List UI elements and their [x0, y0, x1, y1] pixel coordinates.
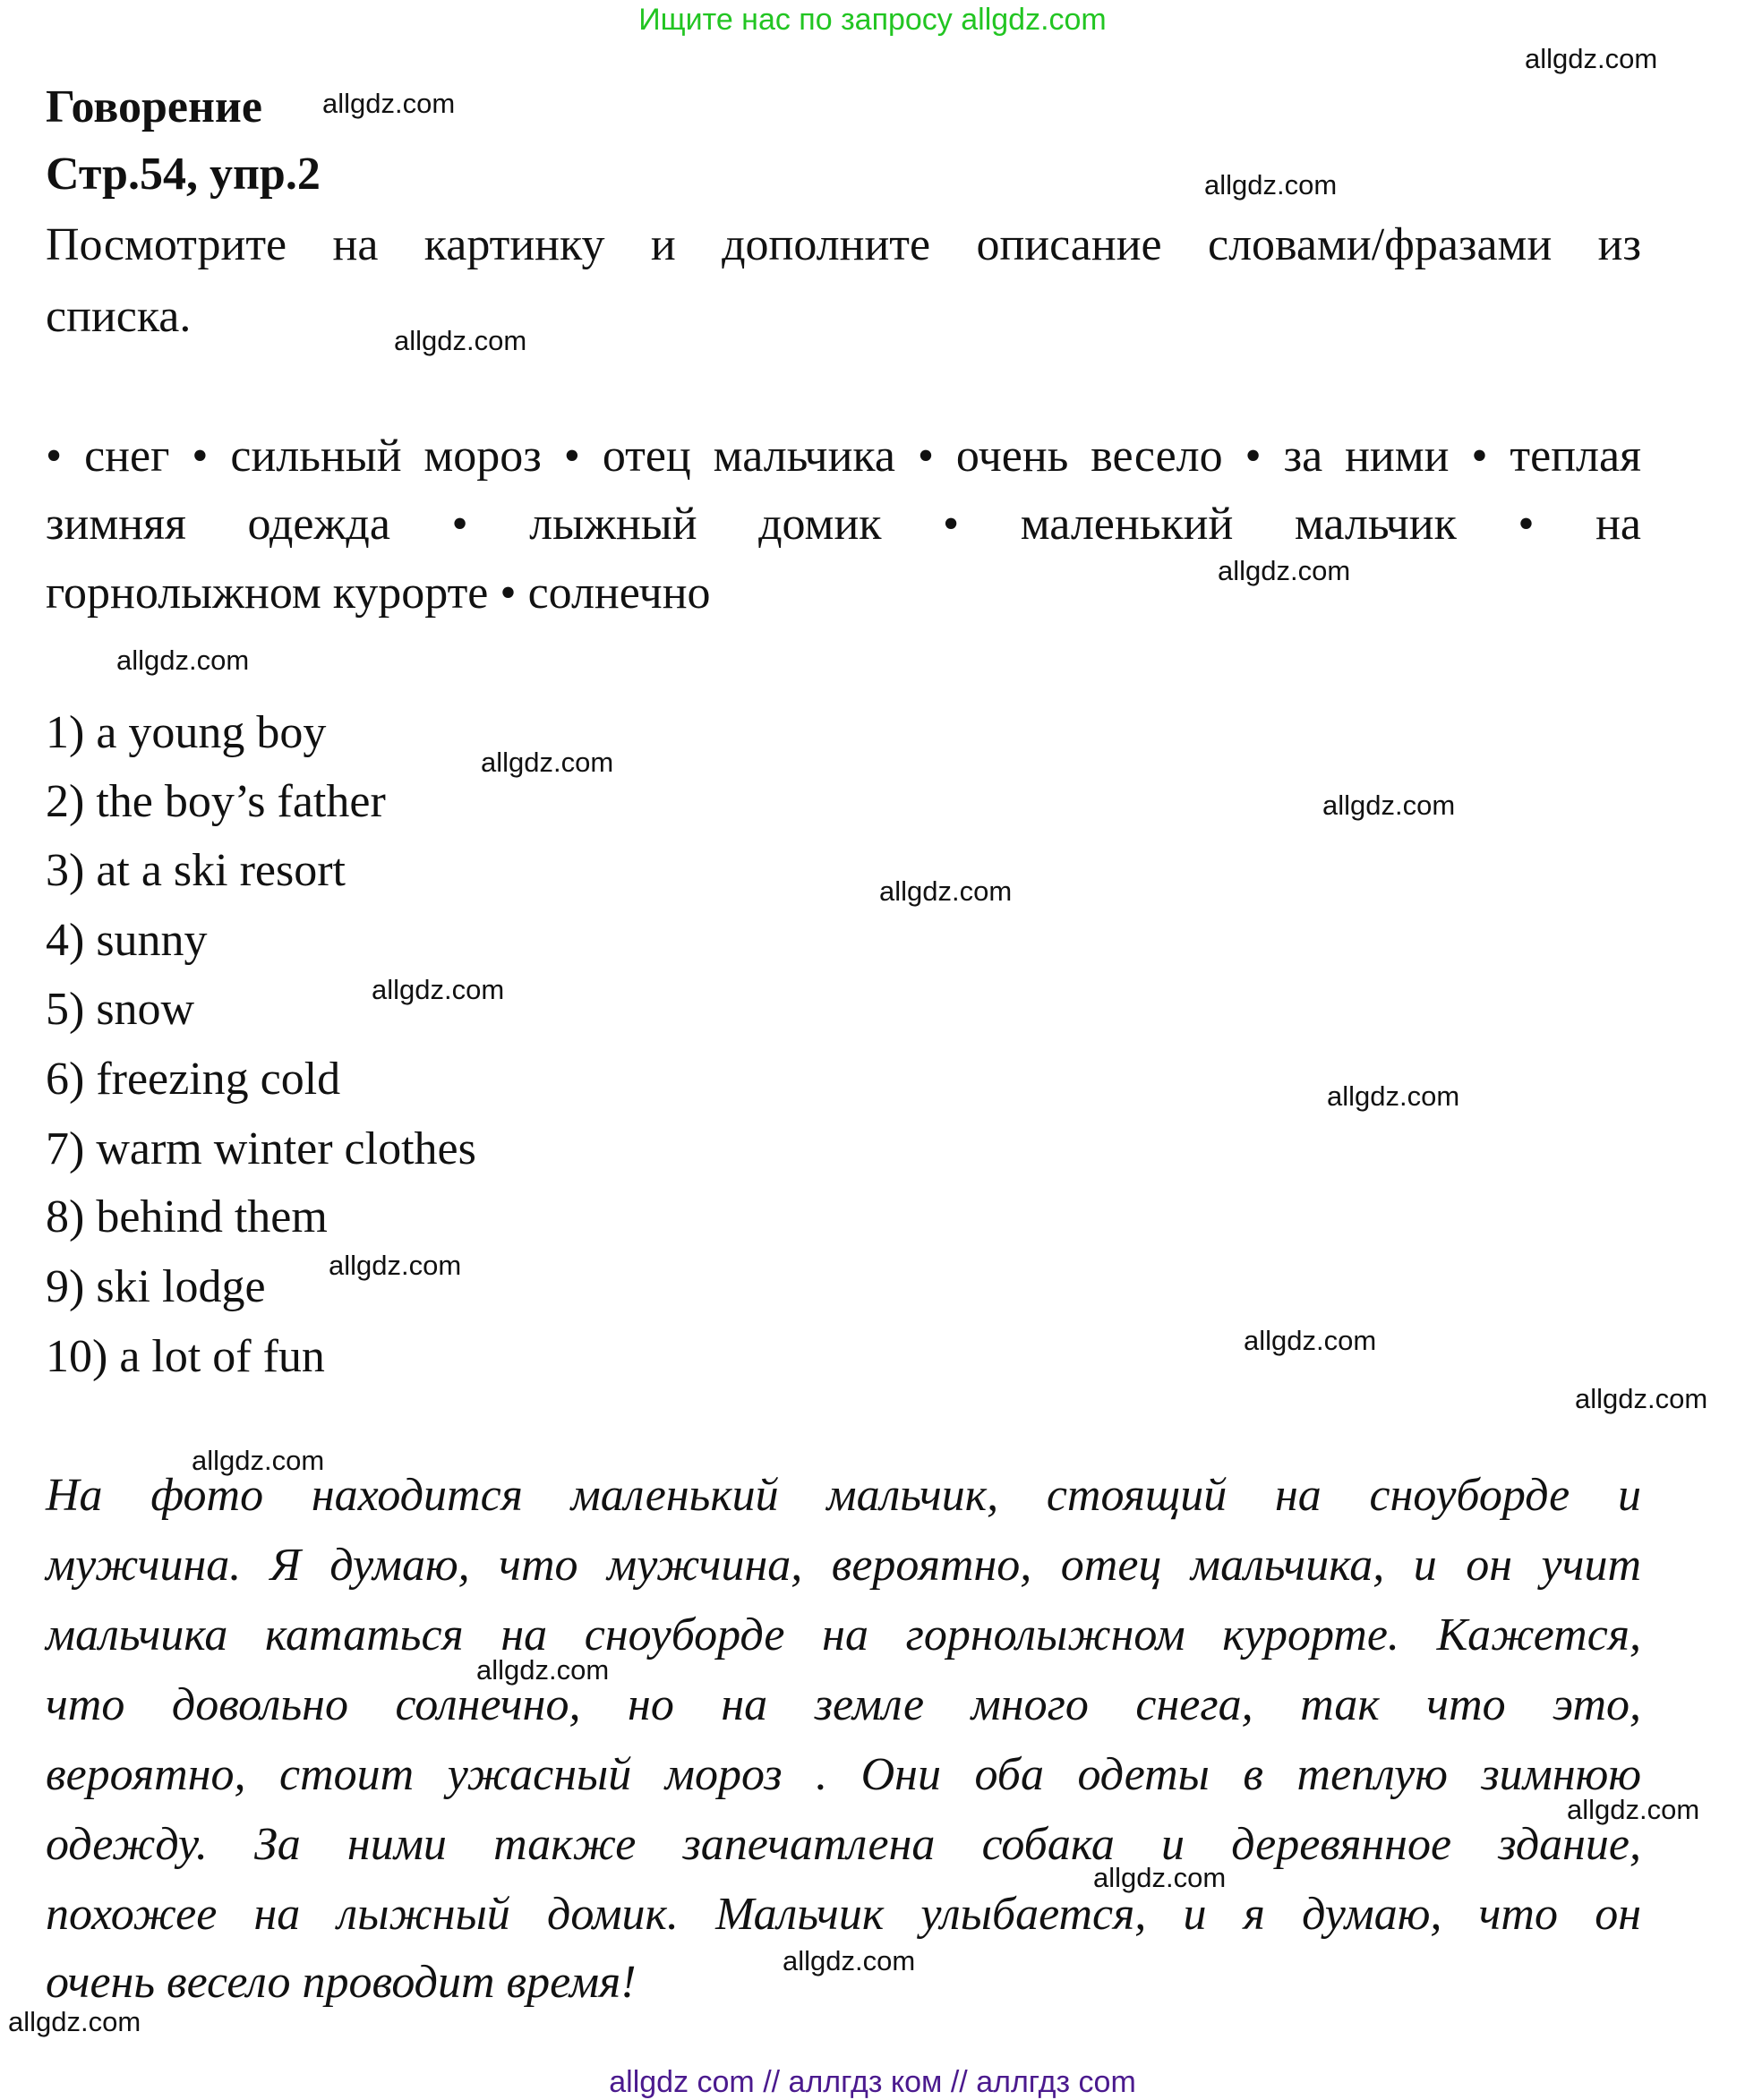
answer-item: 5) snow: [46, 984, 195, 1035]
watermark: allgdz.com: [329, 1250, 462, 1281]
watermark: allgdz.com: [1327, 1080, 1460, 1112]
paragraph-line: На фото находится маленький мальчик, стоящий на сноуборде и: [46, 1470, 1641, 1521]
watermark: allgdz.com: [322, 88, 456, 119]
watermark: allgdz.com: [481, 747, 614, 778]
instruction-line: Посмотрите на картинку и дополните описание словами/фразами из: [46, 219, 1641, 270]
paragraph-line: что довольно солнечно, но на земле много снега, так что это,: [46, 1679, 1641, 1730]
instruction-line: списка.: [46, 291, 192, 342]
watermark: allgdz.com: [1322, 790, 1456, 821]
paragraph-line: мальчика кататься на сноуборде на горнолыжном курорте. Кажется,: [46, 1609, 1641, 1660]
answer-item: 2) the boy’s father: [46, 776, 386, 827]
watermark: allgdz.com: [1204, 169, 1338, 201]
answer-item: 3) at a ski resort: [46, 845, 346, 896]
answer-item: 10) a lot of fun: [46, 1331, 325, 1382]
watermark: allgdz.com: [116, 645, 250, 676]
paragraph-line: похожее на лыжный домик. Мальчик улыбается, и я думаю, что он: [46, 1889, 1641, 1940]
paragraph-line: очень весело проводит время!: [46, 1957, 637, 2008]
section-heading: Говорение: [46, 81, 262, 132]
watermark: allgdz.com: [1575, 1383, 1708, 1414]
watermark: allgdz.com: [372, 974, 505, 1005]
watermark: allgdz.com: [192, 1445, 325, 1476]
watermark: allgdz.com: [879, 875, 1013, 907]
watermark: allgdz.com: [1525, 43, 1658, 74]
top-banner: Ищите нас по запросу allgdz.com: [638, 3, 1107, 37]
paragraph-line: вероятно, стоит ужасный мороз . Они оба одеты в теплую зимнюю: [46, 1749, 1641, 1800]
answer-item: 1) a young boy: [46, 707, 327, 758]
answer-item: 6) freezing cold: [46, 1054, 341, 1105]
watermark: allgdz.com: [394, 325, 527, 356]
footer-links: allgdz com // аллгдз ком // аллгдз com: [609, 2065, 1136, 2099]
watermark: allgdz.com: [783, 1945, 916, 1976]
watermark: allgdz.com: [1244, 1325, 1377, 1356]
word-list-line: горнолыжном курорте • солнечно: [46, 568, 711, 619]
exercise-title: Стр.54, упр.2: [46, 149, 321, 200]
word-list-line: зимняя одежда • лыжный домик • маленький мальчик • на: [46, 499, 1641, 550]
watermark: allgdz.com: [1218, 555, 1351, 586]
answer-item: 7) warm winter clothes: [46, 1123, 476, 1174]
answer-item: 4) sunny: [46, 915, 208, 966]
paragraph-line: одежду. За ними также запечатлена собака и деревянное здание,: [46, 1819, 1641, 1870]
watermark: allgdz.com: [1567, 1794, 1700, 1825]
watermark: allgdz.com: [476, 1654, 610, 1686]
word-list-line: • снег • сильный мороз • отец мальчика • очень весело • за ними • теплая: [46, 431, 1641, 482]
answer-item: 9) ski lodge: [46, 1261, 266, 1312]
answer-item: 8) behind them: [46, 1191, 328, 1242]
paragraph-line: мужчина. Я думаю, что мужчина, вероятно, отец мальчика, и он учит: [46, 1540, 1641, 1591]
watermark: allgdz.com: [8, 2006, 141, 2037]
watermark: allgdz.com: [1093, 1862, 1227, 1893]
